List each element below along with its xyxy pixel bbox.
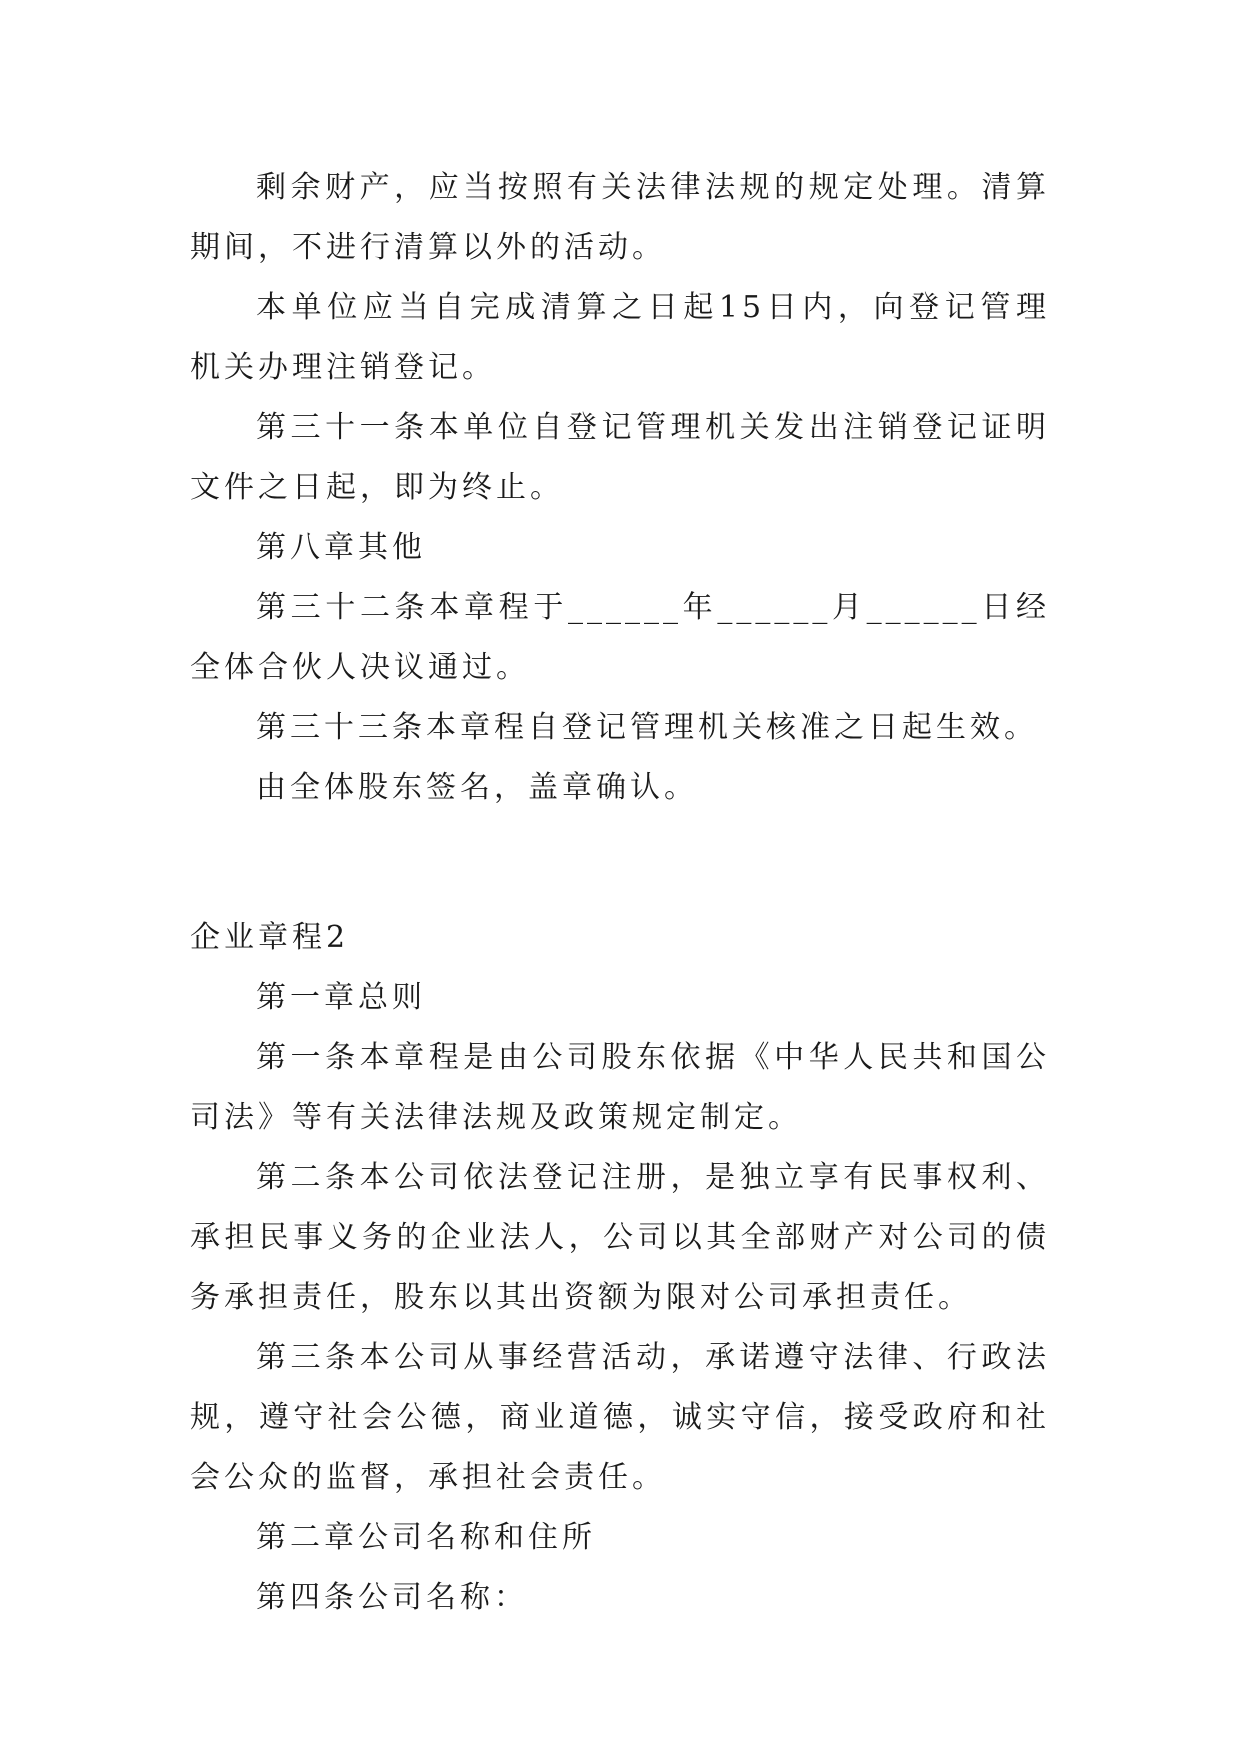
article-2: 第二条本公司依法登记注册，是独立享有民事权利、承担民事义务的企业法人，公司以其全部财产对公司的债务承担责任，股东以其出资额为限对公司承担责任。 [190, 1160, 1050, 1315]
section-title: 企业章程2 [190, 920, 350, 955]
paragraph-liquidation-assets: 剩余财产，应当按照有关法律法规的规定处理。清算期间，不进行清算以外的活动。 [190, 170, 1050, 265]
article-31: 第三十一条本单位自登记管理机关发出注销登记证明文件之日起，即为终止。 [190, 410, 1050, 505]
chapter-8-heading: 第八章其他 [256, 530, 426, 565]
chapter-2-heading: 第二章公司名称和住所 [256, 1520, 596, 1555]
document-page [190, 158, 1050, 1628]
article-3: 第三条本公司从事经营活动，承诺遵守法律、行政法规，遵守社会公德，商业道德，诚实守信，接受政府和社会公众的监督，承担社会责任。 [190, 1340, 1050, 1495]
article-1: 第一条本章程是由公司股东依据《中华人民共和国公司法》等有关法律法规及政策规定制定。 [190, 1040, 1050, 1135]
signature-confirmation: 由全体股东签名，盖章确认。 [256, 770, 698, 805]
article-33: 第三十三条本章程自登记管理机关核准之日起生效。 [256, 710, 1038, 745]
section-gap [190, 818, 1050, 908]
paragraph-deregistration: 本单位应当自完成清算之日起15日内，向登记管理机关办理注销登记。 [190, 290, 1050, 385]
chapter-1-heading: 第一章总则 [256, 980, 426, 1015]
article-32: 第三十二条本章程于______年______月______日经全体合伙人决议通过。 [190, 590, 1050, 685]
article-4: 第四条公司名称： [256, 1580, 528, 1615]
